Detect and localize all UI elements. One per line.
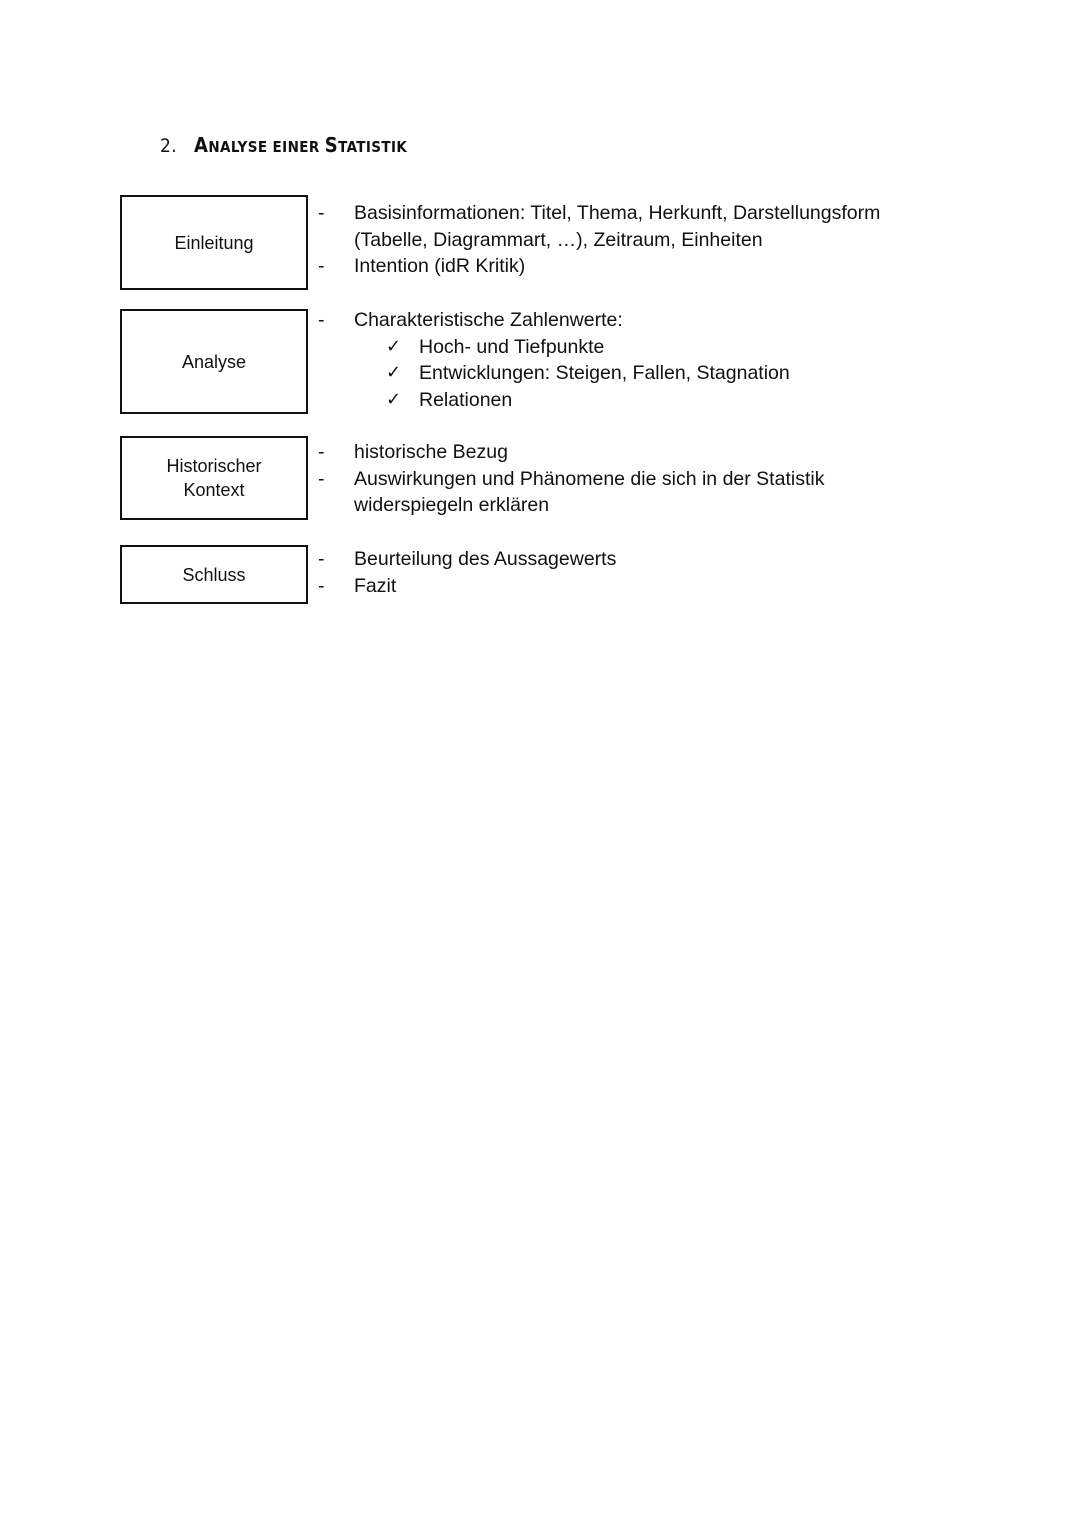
section-heading	[160, 133, 407, 157]
heading-part-1: NALYSE EINER	[208, 138, 325, 156]
box-label-line-1: Historischer	[166, 456, 262, 476]
box-label: Schluss	[182, 564, 246, 585]
list-item-continuation-text: (Tabelle, Diagrammart, …), Zeitraum, Einheiten	[354, 228, 763, 251]
check-item	[318, 387, 1018, 414]
check-item-text: Entwicklungen: Steigen, Fallen, Stagnation	[419, 362, 790, 385]
list-einleitung	[318, 200, 1018, 280]
heading-initial-s: S	[324, 133, 339, 157]
list-item-continuation	[318, 227, 1018, 254]
list-item: - Intention (idR Kritik)	[318, 253, 1018, 280]
heading-part-2: TATISTIK	[338, 138, 408, 156]
box-label: Einleitung	[174, 232, 254, 253]
list-historischer-kontext	[318, 439, 1018, 519]
check-item-text: Relationen	[419, 388, 513, 411]
list-analyse	[318, 307, 1018, 413]
check-item	[318, 360, 1018, 387]
list-item-continuation-text: widerspiegeln erklären	[354, 494, 550, 517]
box-label: Analyse	[181, 351, 247, 372]
box-analyse	[120, 309, 308, 414]
check-item	[318, 334, 1018, 361]
heading-initial-a: A	[194, 133, 209, 157]
box-einleitung	[120, 195, 308, 290]
list-item: - Beurteilung des Aussagewerts	[318, 546, 1018, 573]
list-schluss	[318, 546, 1018, 599]
list-item: - Charakteristische Zahlenwerte:	[318, 307, 1018, 334]
list-item: - Basisinformationen: Titel, Thema, Herkunft, Darstellungsform	[318, 200, 1018, 227]
box-schluss	[120, 545, 308, 604]
list-item: - Auswirkungen und Phänomene die sich in der Statistik	[318, 466, 1018, 493]
list-item: - Fazit	[318, 573, 1018, 600]
checkmark-icon: ✓	[386, 362, 402, 384]
checkmark-icon: ✓	[386, 388, 402, 410]
list-item-continuation	[318, 492, 1018, 519]
box-historischer-kontext	[120, 436, 308, 520]
list-item: - historische Bezug	[318, 439, 1018, 466]
box-label-line-2: Kontext	[183, 480, 245, 500]
checkmark-icon: ✓	[386, 335, 402, 357]
heading-number: 2.	[160, 135, 178, 157]
check-item-text: Hoch- und Tiefpunkte	[419, 335, 605, 358]
